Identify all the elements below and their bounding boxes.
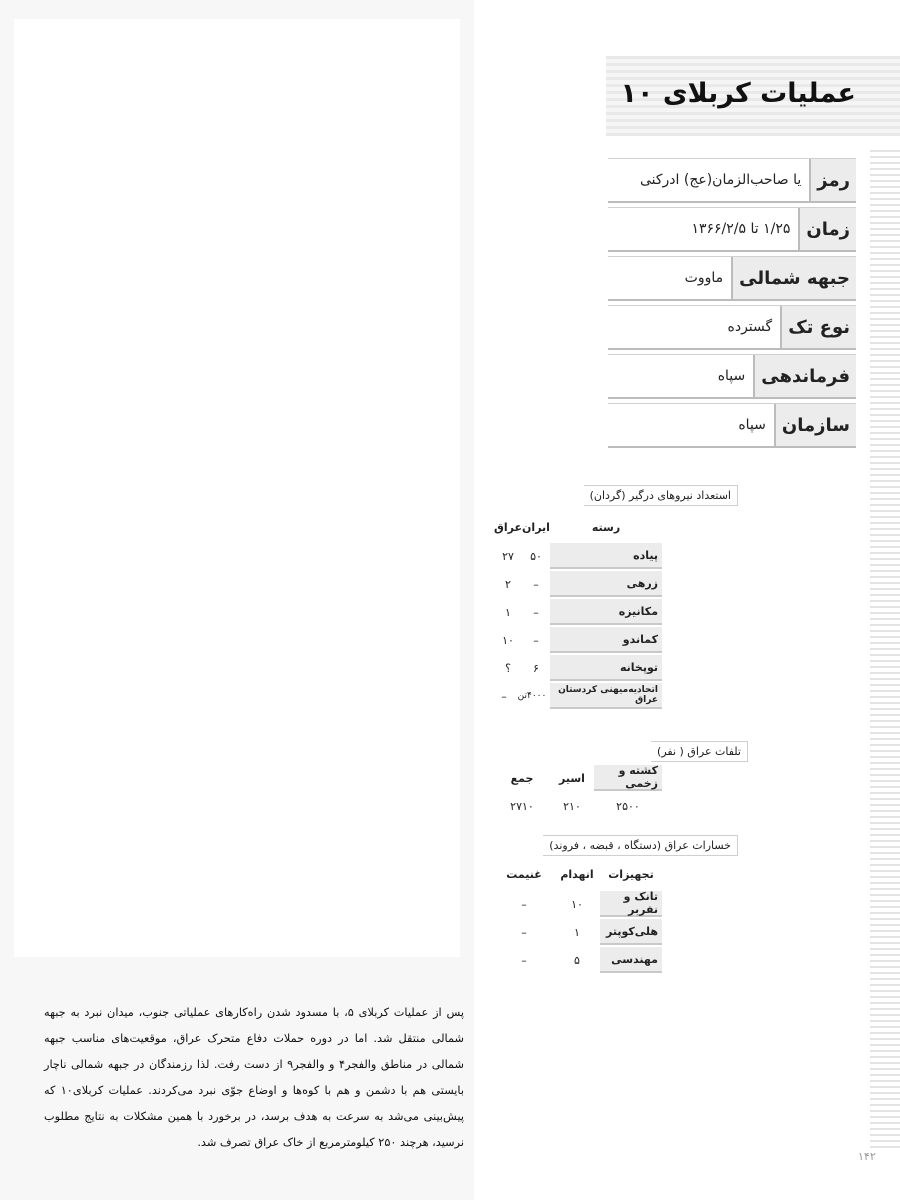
page-title: عملیات کربلای ۱۰ — [620, 78, 856, 109]
losses-equipment: مهندسی — [600, 947, 662, 973]
info-label: جبهه شمالی — [731, 257, 856, 299]
forces-iran: ۴۰۰۰تن — [517, 691, 547, 701]
forces-header-iraq: عراق — [494, 520, 522, 534]
info-value: گسترده — [727, 319, 773, 335]
casualties-header-total: جمع — [510, 771, 534, 785]
casualties-header-killed: کشته و زخمی — [594, 765, 662, 791]
info-row-code — [608, 158, 856, 203]
forces-iran: – — [533, 577, 539, 591]
forces-title: استعداد نیروهای درگیر (گردان) — [584, 485, 738, 506]
forces-category: زرهی — [550, 571, 662, 597]
forces-header-iran: ایران — [522, 520, 550, 534]
info-value: یا صاحب‌الزمان(عج) ادرکنی — [639, 172, 802, 188]
losses-equipment: تانک و نفربر — [600, 891, 662, 917]
forces-category: توپخانه — [550, 655, 662, 681]
decorative-stripes — [870, 150, 900, 1150]
table-row — [494, 599, 662, 625]
losses-header-equipment: تجهیزات — [608, 867, 654, 881]
info-row-command — [608, 354, 856, 399]
forces-iraq: ۲۷ — [502, 549, 514, 563]
info-value: ۱/۲۵ تا ۱۳۶۶/۲/۵ — [691, 221, 791, 237]
table-row — [494, 627, 662, 653]
table-row — [494, 571, 662, 597]
blank-image-area — [14, 19, 460, 957]
losses-destroyed: ۱ — [574, 925, 580, 939]
table-row — [494, 947, 662, 973]
info-row-type — [608, 305, 856, 350]
forces-header-row — [494, 514, 662, 540]
info-row-time — [608, 207, 856, 252]
forces-iraq: ۱ — [505, 605, 511, 619]
losses-header-row — [494, 861, 662, 887]
table-row — [494, 891, 662, 917]
losses-destroyed: ۱۰ — [571, 897, 583, 911]
losses-header-captured: غنیمت — [506, 867, 542, 881]
body-paragraph: پس از عملیات کربلای ۵، با مسدود شدن راه‌کارهای عملیاتی جنوب، میدان نبرد به جبهه شمالی منتقل شد. اما در دوره حملات دفاع متحرک عراق، موقعیت‌های مناسب جبهه شمالی در مناطق والفجر۴ و والفجر۹ از دست رفت. لذا رزمندگان در جبهه شمالی ناچار بایستی هم با دشمن و هم با کوه‌ها و اوضاع جوّی نبرد می‌کردند. عملیات کربلای۱۰ که پیش‌بینی می‌شد به سرعت به هدف برسد، در برخورد با همین مشکلات به نتایج مطلوب نرسید، هرچند ۲۵۰ کیلومترمربع از خاک عراق تصرف شد. — [44, 1006, 465, 1149]
forces-iraq: ۱۰ — [502, 633, 514, 647]
forces-category: کماندو — [550, 627, 662, 653]
losses-destroyed: ۵ — [574, 953, 580, 967]
forces-header-category: رسته — [591, 520, 621, 534]
info-value: سپاه — [717, 368, 746, 384]
table-row — [494, 683, 662, 709]
forces-iran: ۵۰ — [530, 549, 542, 563]
table-row — [494, 543, 662, 569]
casualties-header-captured: اسیر — [559, 771, 585, 785]
info-value: سپاه — [738, 417, 766, 433]
losses-equipment: هلی‌کوپتر — [600, 919, 662, 945]
table-row — [494, 655, 662, 681]
losses-captured: – — [521, 953, 527, 967]
losses-captured: – — [521, 925, 527, 939]
losses-title: خسارات عراق (دستگاه ، قبضه ، فروند) — [543, 835, 738, 856]
forces-iraq: ۲ — [505, 577, 511, 591]
forces-category: مکانیزه — [550, 599, 662, 625]
casualties-total: ۲۷۱۰ — [510, 799, 534, 813]
info-row-front — [608, 256, 856, 301]
info-label: نوع تک — [780, 306, 856, 348]
table-row — [494, 919, 662, 945]
losses-header-destroyed: انهدام — [560, 867, 594, 881]
forces-iraq: – — [501, 689, 507, 703]
forces-category: اتحادیه‌میهنی کردستان عراق — [550, 683, 662, 709]
info-label: سازمان — [774, 404, 856, 446]
casualties-title: تلفات عراق ( نفر) — [651, 741, 748, 762]
losses-captured: – — [521, 897, 527, 911]
forces-category: پیاده — [550, 543, 662, 569]
info-label: زمان — [798, 208, 856, 250]
casualties-killed: ۲۵۰۰ — [616, 799, 640, 813]
casualties-captured: ۲۱۰ — [563, 799, 581, 813]
forces-iran: ۶ — [533, 661, 539, 675]
info-row-organization — [608, 403, 856, 448]
forces-iran: – — [533, 633, 539, 647]
info-label: فرماندهی — [753, 355, 856, 397]
table-row — [494, 793, 662, 819]
info-label: رمز — [809, 159, 856, 201]
info-value: ماووت — [684, 270, 724, 286]
casualties-header-row — [494, 765, 662, 791]
forces-iraq: ؟ — [505, 661, 511, 675]
page-number: ۱۴۲ — [858, 1150, 876, 1163]
forces-iran: – — [533, 605, 539, 619]
